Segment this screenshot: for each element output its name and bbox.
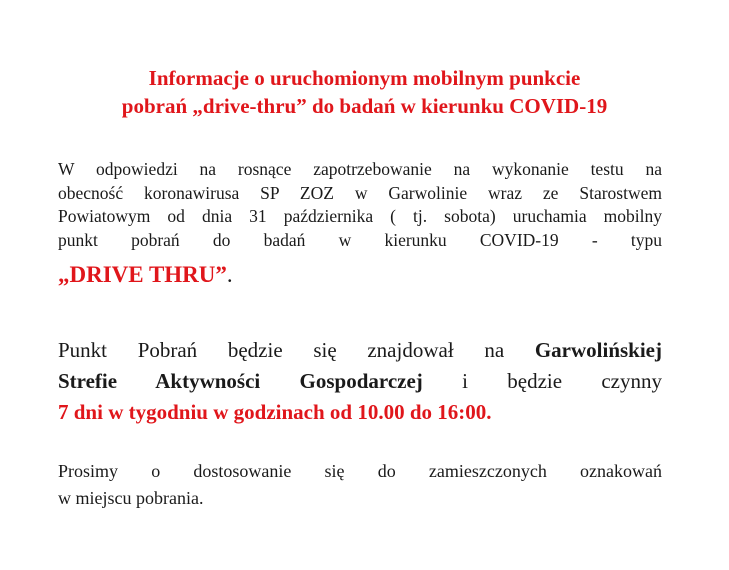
title-line-2: pobrań „drive-thru” do badań w kierunku COVID-19 — [121, 94, 608, 118]
paragraph-location — [58, 335, 662, 428]
paragraph-line — [58, 335, 662, 366]
paragraph-line: Prosimy o dostosowanie się do zamieszczonych oznakowań — [58, 461, 662, 481]
paragraph-line — [58, 366, 662, 397]
paragraph-line: obecność koronawirusa SP ZOZ w Garwolinie wraz ze Starostwem — [58, 182, 662, 203]
location-name-part-1: Garwolińskiej — [534, 338, 662, 362]
paragraph-request — [58, 458, 662, 512]
title-line-1: Informacje o uruchomionym mobilnym punkcie — [148, 66, 581, 90]
opening-text: i będzie czynny — [422, 369, 662, 393]
paragraph-announcement — [58, 158, 662, 252]
paragraph-line: W odpowiedzi na rosnące zapotrzebowanie na wykonanie testu na — [58, 159, 662, 179]
paragraph-line: punkt pobrań do badań w kierunku COVID-19 - typu — [58, 229, 662, 250]
opening-hours: 7 dni w tygodniu w godzinach od 10.00 do 16:00. — [58, 400, 492, 424]
location-text: Punkt Pobrań będzie się znajdował na — [58, 338, 535, 362]
drive-thru-period: . — [226, 262, 233, 287]
document-title — [40, 64, 689, 120]
location-name-part-2: Strefie Aktywności Gospodarczej — [58, 369, 423, 393]
paragraph-line: w miejscu pobrania. — [58, 488, 204, 508]
drive-thru-text: „DRIVE THRU” — [58, 262, 227, 287]
drive-thru-highlight — [58, 260, 233, 290]
paragraph-line: Powiatowym od dnia 31 października ( tj. sobota) uruchamia mobilny — [58, 206, 662, 226]
